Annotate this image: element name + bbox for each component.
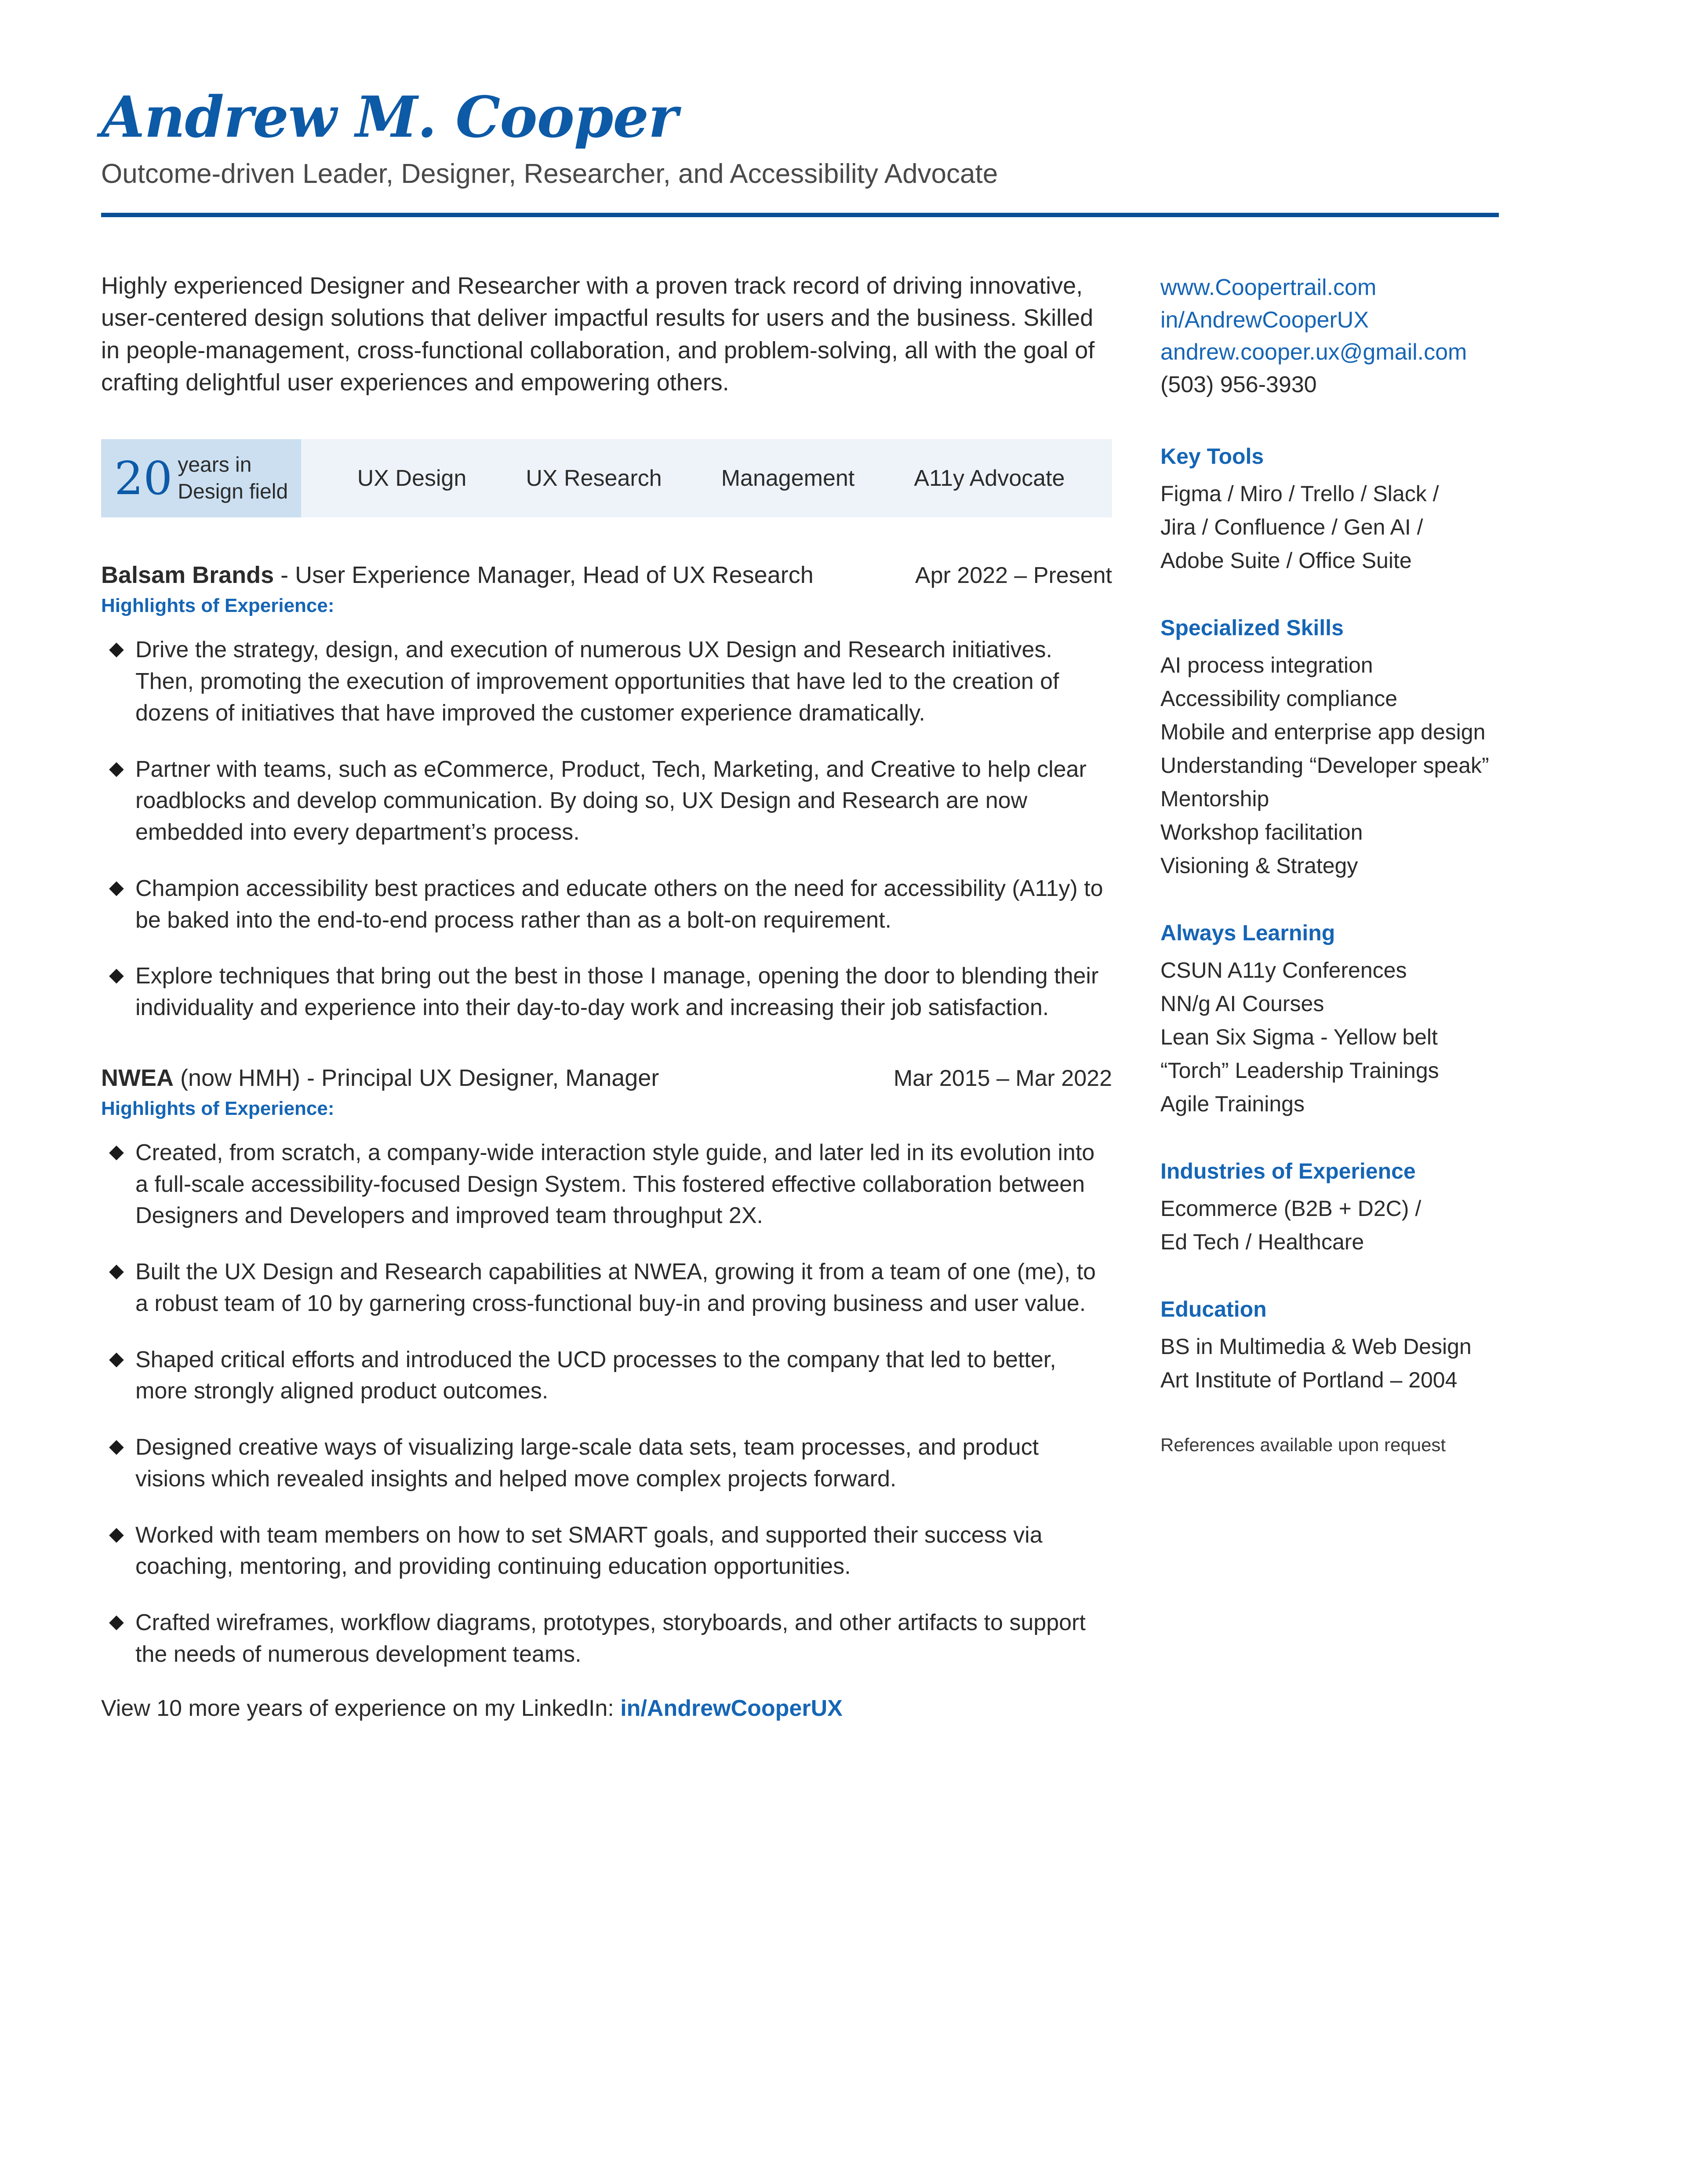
sidebar-heading: Education bbox=[1160, 1297, 1267, 1321]
discipline-tag-ux-design: UX Design bbox=[357, 466, 467, 491]
sidebar-line: Mentorship bbox=[1160, 786, 1269, 811]
contact-block bbox=[1160, 272, 1582, 401]
job-dates: Mar 2015 – Mar 2022 bbox=[893, 1065, 1112, 1091]
contact-email-link[interactable]: andrew.cooper.ux@gmail.com bbox=[1160, 339, 1467, 365]
sidebar-line: Visioning & Strategy bbox=[1160, 853, 1358, 878]
diamond-bullet-icon: ◆ bbox=[109, 964, 124, 986]
sidebar-line: Lean Six Sigma - Yellow belt bbox=[1160, 1025, 1438, 1049]
list-item bbox=[101, 1607, 1111, 1671]
bullet-text: Designed creative ways of visualizing large-scale data sets, team processes, and product visions which revealed insights and helped move complex projects forward. bbox=[135, 1434, 1039, 1492]
bullet-text: Crafted wireframes, workflow diagrams, prototypes, storyboards, and other artifacts to support the needs of numerous development teams. bbox=[135, 1610, 1086, 1667]
job-bullets bbox=[101, 1137, 1134, 1671]
sidebar-line: Agile Trainings bbox=[1160, 1092, 1305, 1116]
sidebar-section-industries bbox=[1160, 1158, 1582, 1259]
years-label-line2: Design field bbox=[178, 480, 288, 504]
sidebar-line: Adobe Suite / Office Suite bbox=[1160, 548, 1412, 573]
sidebar-section-always-learning bbox=[1160, 920, 1582, 1121]
diamond-bullet-icon: ◆ bbox=[109, 1347, 124, 1369]
list-item bbox=[101, 1344, 1111, 1408]
sidebar-line: Ecommerce (B2B + D2C) / bbox=[1160, 1196, 1422, 1221]
list-item bbox=[101, 754, 1111, 848]
job-entry-nwea bbox=[101, 1064, 1134, 1671]
sidebar-section-key-tools bbox=[1160, 444, 1582, 577]
bullet-text: Partner with teams, such as eCommerce, Product, Tech, Marketing, and Creative to help clear roadblocks and develop communication. By doing so, UX Design and Research are now embedded into every department’s process. bbox=[135, 756, 1087, 845]
contact-linkedin-link[interactable]: in/AndrewCooperUX bbox=[1160, 307, 1369, 333]
job-role: - User Experience Manager, Head of UX Research bbox=[274, 562, 814, 589]
highlights-label: Highlights of Experience: bbox=[101, 1097, 334, 1119]
contact-website-link[interactable]: www.Coopertrail.com bbox=[1160, 274, 1377, 300]
list-item bbox=[101, 1520, 1111, 1583]
discipline-tag-a11y-advocate: A11y Advocate bbox=[914, 466, 1065, 491]
linkedin-footer-prefix: View 10 more years of experience on my LinkedIn: bbox=[101, 1695, 621, 1721]
sidebar-line: NN/g AI Courses bbox=[1160, 991, 1324, 1016]
list-item bbox=[101, 1137, 1111, 1232]
years-number: 20 bbox=[114, 451, 173, 506]
list-item bbox=[101, 1432, 1111, 1495]
resume-header bbox=[101, 84, 1586, 217]
contact-phone: (503) 956-3930 bbox=[1160, 372, 1317, 398]
sidebar-heading: Industries of Experience bbox=[1160, 1159, 1416, 1183]
sidebar-line: Workshop facilitation bbox=[1160, 820, 1363, 844]
sidebar-heading: Key Tools bbox=[1160, 444, 1264, 469]
bullet-text: Created, from scratch, a company-wide interaction style guide, and later led in its evolution into a full-scale accessibility-focused Design System. This fostered effective collaboration between Designers and Developers and improved team throughput 2X. bbox=[135, 1139, 1095, 1229]
discipline-tags bbox=[301, 439, 1112, 517]
job-entry-balsam-brands bbox=[101, 561, 1134, 1024]
job-header bbox=[101, 1064, 1112, 1092]
job-company: NWEA bbox=[101, 1064, 174, 1091]
years-label-line1: years in bbox=[178, 453, 252, 477]
diamond-bullet-icon: ◆ bbox=[109, 1523, 124, 1545]
header-divider bbox=[101, 213, 1499, 217]
diamond-bullet-icon: ◆ bbox=[109, 1140, 124, 1162]
diamond-bullet-icon: ◆ bbox=[109, 757, 124, 779]
main-column bbox=[101, 270, 1134, 1722]
sidebar-line: “Torch” Leadership Trainings bbox=[1160, 1058, 1439, 1083]
discipline-tag-management: Management bbox=[721, 466, 855, 491]
list-item bbox=[101, 1256, 1111, 1320]
header-tagline: Outcome-driven Leader, Designer, Researcher, and Accessibility Advocate bbox=[101, 159, 998, 189]
bullet-text: Worked with team members on how to set SMART goals, and supported their success via coaching, mentoring, and providing continuing education opportunities. bbox=[135, 1522, 1043, 1580]
diamond-bullet-icon: ◆ bbox=[109, 1435, 124, 1457]
job-header bbox=[101, 561, 1112, 589]
sidebar-heading: Always Learning bbox=[1160, 921, 1335, 945]
sidebar-line: Accessibility compliance bbox=[1160, 686, 1398, 711]
sidebar-line: CSUN A11y Conferences bbox=[1160, 958, 1407, 983]
list-item bbox=[101, 961, 1111, 1024]
sidebar-line: Ed Tech / Healthcare bbox=[1160, 1230, 1364, 1254]
diamond-bullet-icon: ◆ bbox=[109, 876, 124, 898]
bullet-text: Drive the strategy, design, and execution of numerous UX Design and Research initiatives. Then, promoting the execution of improvement opportunities that have led to the creation of dozens of initiatives that have improved the customer experience dramatically. bbox=[135, 637, 1059, 726]
sidebar-line: Mobile and enterprise app design bbox=[1160, 720, 1486, 744]
professional-summary: Highly experienced Designer and Researcher with a proven track record of driving innovative, user-centered design solutions that deliver impactful results for users and the business. Skilled in people-management, cross-functional collaboration, and problem-solving, all with the goal of crafting delightful user experiences and empowering others. bbox=[101, 272, 1095, 396]
bullet-text: Explore techniques that bring out the best in those I manage, opening the door to blending their individuality and experience into their day-to-day work and increasing their job satisfaction. bbox=[135, 963, 1099, 1021]
years-badge bbox=[101, 439, 301, 517]
diamond-bullet-icon: ◆ bbox=[109, 638, 124, 660]
job-title bbox=[101, 561, 814, 589]
job-bullets bbox=[101, 634, 1134, 1024]
experience-stat-bar bbox=[101, 439, 1112, 517]
sidebar-line: Figma / Miro / Trello / Slack / bbox=[1160, 481, 1439, 506]
linkedin-footer-line bbox=[101, 1695, 1134, 1722]
discipline-tag-ux-research: UX Research bbox=[526, 466, 662, 491]
job-role: (now HMH) - Principal UX Designer, Manager bbox=[173, 1064, 659, 1091]
bullet-text: Shaped critical efforts and introduced the UCD processes to the company that led to better, more strongly aligned product outcomes. bbox=[135, 1347, 1056, 1404]
sidebar-heading: Specialized Skills bbox=[1160, 615, 1344, 640]
body-columns bbox=[101, 270, 1586, 1722]
list-item bbox=[101, 634, 1111, 729]
bullet-text: Built the UX Design and Research capabilities at NWEA, growing it from a team of one (me), to a robust team of 10 by garnering cross-functional buy-in and proving business and user value. bbox=[135, 1259, 1096, 1316]
bullet-text: Champion accessibility best practices and educate others on the need for accessibility (A11y) to be baked into the end-to-end process rather than as a bolt-on requirement. bbox=[135, 875, 1103, 933]
job-dates: Apr 2022 – Present bbox=[915, 563, 1112, 589]
sidebar-line: Jira / Confluence / Gen AI / bbox=[1160, 515, 1423, 539]
job-company: Balsam Brands bbox=[101, 562, 274, 589]
list-item bbox=[101, 873, 1111, 936]
sidebar-column bbox=[1160, 270, 1582, 1456]
diamond-bullet-icon: ◆ bbox=[109, 1260, 124, 1282]
sidebar-line: Art Institute of Portland – 2004 bbox=[1160, 1368, 1458, 1392]
years-label bbox=[178, 451, 288, 506]
sidebar-section-specialized-skills bbox=[1160, 615, 1582, 882]
section-spacer bbox=[101, 1048, 1134, 1064]
sidebar-line: Understanding “Developer speak” bbox=[1160, 753, 1489, 778]
page-title: Andrew M. Cooper bbox=[101, 84, 678, 150]
references-note: References available upon request bbox=[1160, 1434, 1446, 1455]
diamond-bullet-icon: ◆ bbox=[109, 1611, 124, 1633]
linkedin-footer-handle[interactable]: in/AndrewCooperUX bbox=[620, 1695, 843, 1721]
highlights-label: Highlights of Experience: bbox=[101, 595, 334, 617]
sidebar-section-education bbox=[1160, 1296, 1582, 1397]
job-title bbox=[101, 1064, 659, 1092]
sidebar-line: AI process integration bbox=[1160, 653, 1373, 677]
sidebar-line: BS in Multimedia & Web Design bbox=[1160, 1334, 1472, 1359]
